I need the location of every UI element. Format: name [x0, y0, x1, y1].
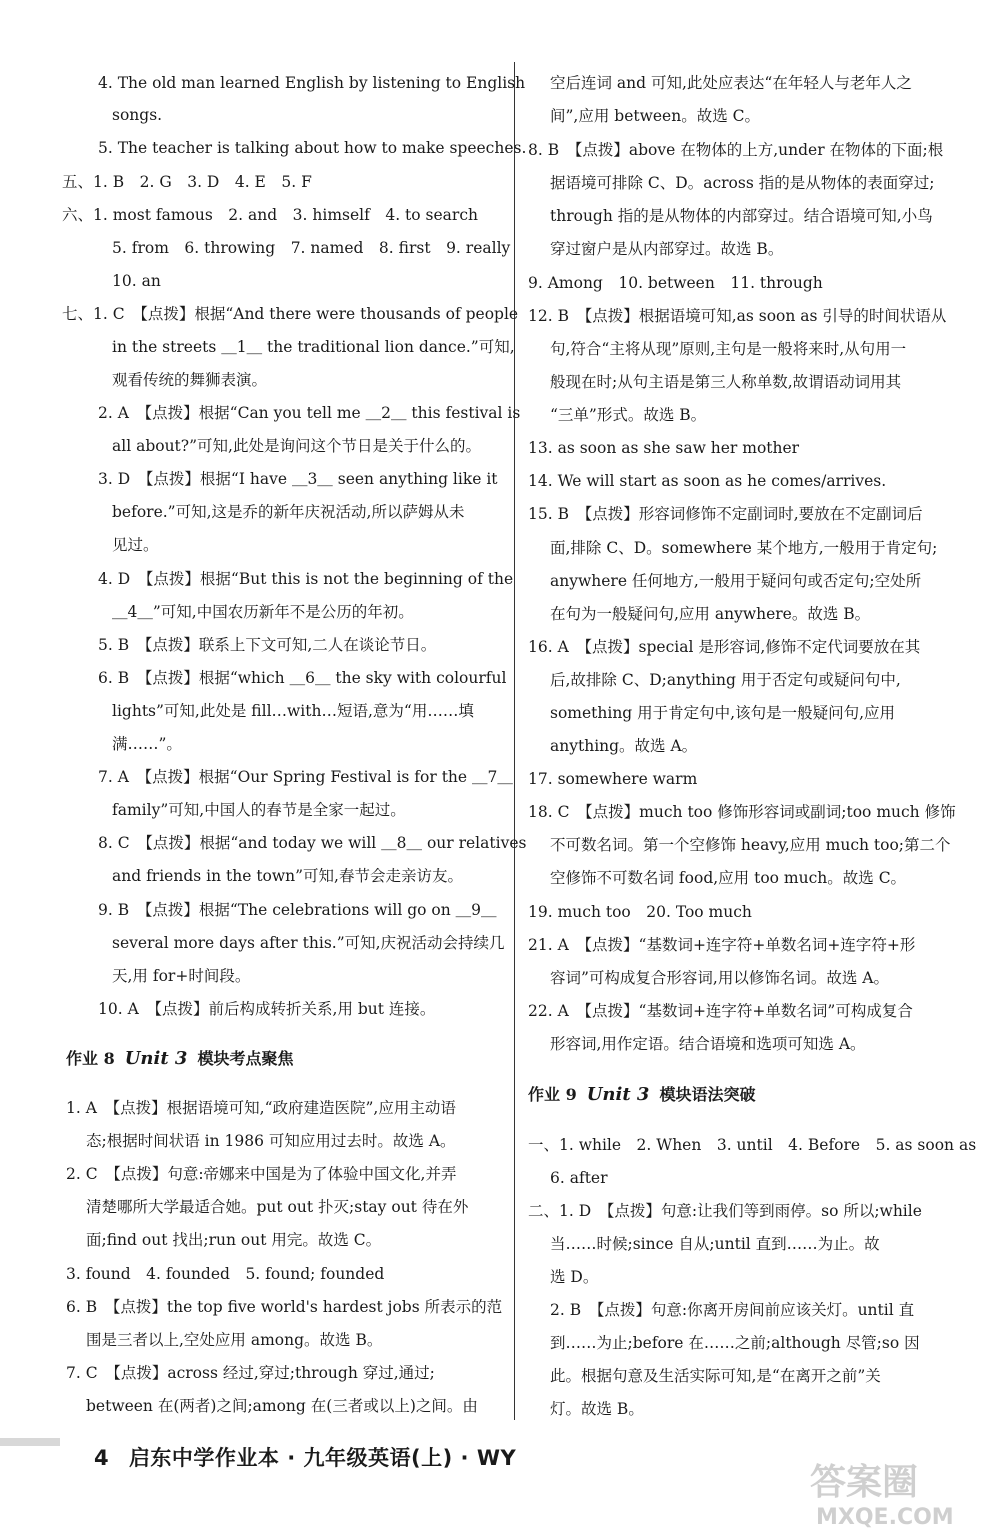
text-line: through 指的是从物体的内部穿过。结合语境可知,小鸟 — [550, 207, 933, 225]
text-line: 据语境可排除 C、D。across 指的是从物体的表面穿过; — [550, 174, 935, 192]
page-footer — [94, 1442, 516, 1472]
text-line: 不可数名词。第一个空修饰 heavy,应用 much too;第二个 — [550, 836, 951, 854]
text-line: 句,符合“主将从现”原则,主句是一般将来时,从句用一 — [550, 340, 907, 358]
text-line: and friends in the town”可知,春节会走亲访友。 — [112, 867, 463, 885]
text-line: 3. found 4. founded 5. found; founded — [66, 1265, 385, 1283]
section-heading — [528, 1086, 755, 1104]
text-line: ＿4＿”可知,中国农历新年不是公历的年初。 — [112, 603, 414, 621]
text-line: 5. from 6. throwing 7. named 8. first 9. really — [112, 239, 511, 257]
corner-mark — [0, 1438, 60, 1446]
text-line: 围是三者以上,空处应用 among。故选 B。 — [86, 1331, 383, 1349]
text-line: 14. We will start as soon as he comes/arrives. — [528, 472, 887, 490]
text-line: 间”,应用 between。故选 C。 — [550, 107, 760, 125]
text-line: 形容词,用作定语。结合语境和选项可知选 A。 — [550, 1035, 866, 1053]
text-line: 13. as soon as she saw her mother — [528, 439, 800, 457]
text-line: 此。根据句意及生活实际可知,是“在离开之前”关 — [550, 1367, 881, 1385]
text-line: several more days after this.”可知,庆祝活动会持续几 — [112, 934, 505, 952]
watermark-logo — [800, 1452, 970, 1532]
text-line: 15. B 【点拨】形容词修饰不定副词时,要放在不定副词后 — [528, 505, 923, 523]
text-line: 3. D 【点拨】根据“I have ＿3＿ seen anything like it — [98, 470, 498, 488]
book-title: 启东中学作业本 · 九年级英语(上) · WY — [128, 1446, 517, 1470]
text-line: family”可知,中国人的春节是全家一起过。 — [112, 801, 406, 819]
text-line: 2. B 【点拨】句意:你离开房间前应该关灯。until 直 — [550, 1301, 915, 1319]
text-line: songs. — [112, 106, 163, 124]
text-line: 容词”可构成复合形容词,用以修饰名词。故选 A。 — [550, 969, 889, 987]
page-number: 4 — [94, 1446, 110, 1470]
text-line: 灯。故选 B。 — [550, 1400, 644, 1418]
text-line: something 用于肯定句中,该句是一般疑问句,应用 — [550, 704, 896, 722]
text-line: 七、1. C 【点拨】根据“And there were thousands of people — [62, 305, 519, 323]
text-line: 2. A 【点拨】根据“Can you tell me ＿2＿ this festival is — [98, 404, 521, 422]
section-heading — [66, 1050, 293, 1068]
text-line: 到……为止;before 在……之前;although 尽管;so 因 — [550, 1334, 920, 1352]
section-unit: Unit 3 — [586, 1084, 650, 1105]
text-line: 16. A 【点拨】special 是形容词,修饰不定代词要放在其 — [528, 638, 921, 656]
text-line: 观看传统的舞狮表演。 — [112, 371, 268, 389]
text-line: 18. C 【点拨】much too 修饰形容词或副词;too much 修饰 — [528, 803, 956, 821]
text-line: 面;find out 找出;run out 用完。故选 C。 — [86, 1231, 382, 1249]
section-title: 模块语法突破 — [659, 1085, 756, 1104]
section-title: 模块考点聚焦 — [197, 1049, 294, 1068]
text-line: 9. Among 10. between 11. through — [528, 274, 823, 292]
text-line: 17. somewhere warm — [528, 770, 698, 788]
text-line: 选 D。 — [550, 1268, 599, 1286]
section-unit: Unit 3 — [124, 1048, 188, 1069]
text-line: 六、1. most famous 2. and 3. himself 4. to search — [62, 206, 478, 224]
text-line: 5. The teacher is talking about how to make speeches. — [98, 139, 527, 157]
text-line: 后,故排除 C、D;anything 用于否定句或疑问句中, — [550, 671, 901, 689]
text-line: all about?”可知,此处是询问这个节日是关于什么的。 — [112, 437, 481, 455]
text-line: 5. B 【点拨】联系上下文可知,二人在谈论节日。 — [98, 636, 437, 654]
text-line: 1. A 【点拨】根据语境可知,“政府建造医院”,应用主动语 — [66, 1099, 456, 1117]
text-line: “三单”形式。故选 B。 — [550, 406, 707, 424]
text-line: 8. B 【点拨】above 在物体的上方,under 在物体的下面;根 — [528, 141, 944, 159]
text-line: in the streets ＿1＿ the traditional lion dance.”可知, — [112, 338, 515, 356]
text-line: 10. A 【点拨】前后构成转折关系,用 but 连接。 — [98, 1000, 436, 1018]
text-line: 满……”。 — [112, 735, 182, 753]
text-line: 7. A 【点拨】根据“Our Spring Festival is for the ＿7＿ — [98, 768, 513, 786]
text-line: 二、1. D 【点拨】句意:让我们等到雨停。so 所以;while — [528, 1202, 922, 1220]
text-line: 9. B 【点拨】根据“The celebrations will go on ＿9＿ — [98, 901, 497, 919]
text-line: 4. D 【点拨】根据“But this is not the beginning of the — [98, 570, 514, 588]
text-line: anything。故选 A。 — [550, 737, 698, 755]
text-line: 当……时候;since 自从;until 直到……为止。故 — [550, 1235, 880, 1253]
text-line: 穿过窗户是从内部穿过。故选 B。 — [550, 240, 784, 258]
watermark-text: 答案圈 — [810, 1462, 919, 1503]
text-line: 空后连词 and 可知,此处应表达“在年轻人与老年人之 — [550, 74, 912, 92]
text-line: 面,排除 C、D。somewhere 某个地方,一般用于肯定句; — [550, 539, 938, 557]
text-line: anywhere 任何地方,一般用于疑问句或否定句;空处所 — [550, 572, 922, 590]
text-line: 天,用 for+时间段。 — [112, 967, 251, 985]
text-line: 8. C 【点拨】根据“and today we will ＿8＿ our relatives — [98, 834, 527, 852]
text-line: 21. A 【点拨】“基数词+连字符+单数名词+连字符+形 — [528, 936, 916, 954]
text-line: 12. B 【点拨】根据语境可知,as soon as 引导的时间状语从 — [528, 307, 947, 325]
text-line: 清楚哪所大学最适合她。put out 扑灭;stay out 待在外 — [86, 1198, 469, 1216]
column-divider — [514, 62, 515, 1420]
text-line: lights”可知,此处是 fill…with…短语,意为“用……填 — [112, 702, 474, 720]
text-line: 般现在时;从句主语是第三人称单数,故谓语动词用其 — [550, 373, 902, 391]
section-number: 作业 8 — [66, 1049, 115, 1068]
text-line: 10. an — [112, 272, 161, 290]
section-number: 作业 9 — [528, 1085, 577, 1104]
text-line: 6. after — [550, 1169, 608, 1187]
text-line: 五、1. B 2. G 3. D 4. E 5. F — [62, 173, 312, 191]
text-line: 在句为一般疑问句,应用 anywhere。故选 B。 — [550, 605, 871, 623]
text-line: before.”可知,这是乔的新年庆祝活动,所以萨姆从未 — [112, 503, 465, 521]
text-line: 空修饰不可数名词 food,应用 too much。故选 C。 — [550, 869, 907, 887]
text-line: 态;根据时间状语 in 1986 可知应用过去时。故选 A。 — [86, 1132, 456, 1150]
text-line: 6. B 【点拨】根据“which ＿6＿ the sky with colourful — [98, 669, 507, 687]
text-line: 4. The old man learned English by listening to English — [98, 74, 526, 92]
text-line: 一、1. while 2. When 3. until 4. Before 5. as soon as — [528, 1136, 977, 1154]
text-line: 19. much too 20. Too much — [528, 903, 752, 921]
watermark-domain: MXQE.COM — [816, 1505, 954, 1530]
text-line: 7. C 【点拨】across 经过,穿过;through 穿过,通过; — [66, 1364, 435, 1382]
text-line: 6. B 【点拨】the top five world's hardest jobs 所表示的范 — [66, 1298, 503, 1316]
text-line: 22. A 【点拨】“基数词+连字符+单数名词”可构成复合 — [528, 1002, 913, 1020]
text-line: 2. C 【点拨】句意:帝娜来中国是为了体验中国文化,并弄 — [66, 1165, 457, 1183]
text-line: between 在(两者)之间;among 在(三者或以上)之间。由 — [86, 1397, 478, 1415]
text-line: 见过。 — [112, 536, 159, 554]
